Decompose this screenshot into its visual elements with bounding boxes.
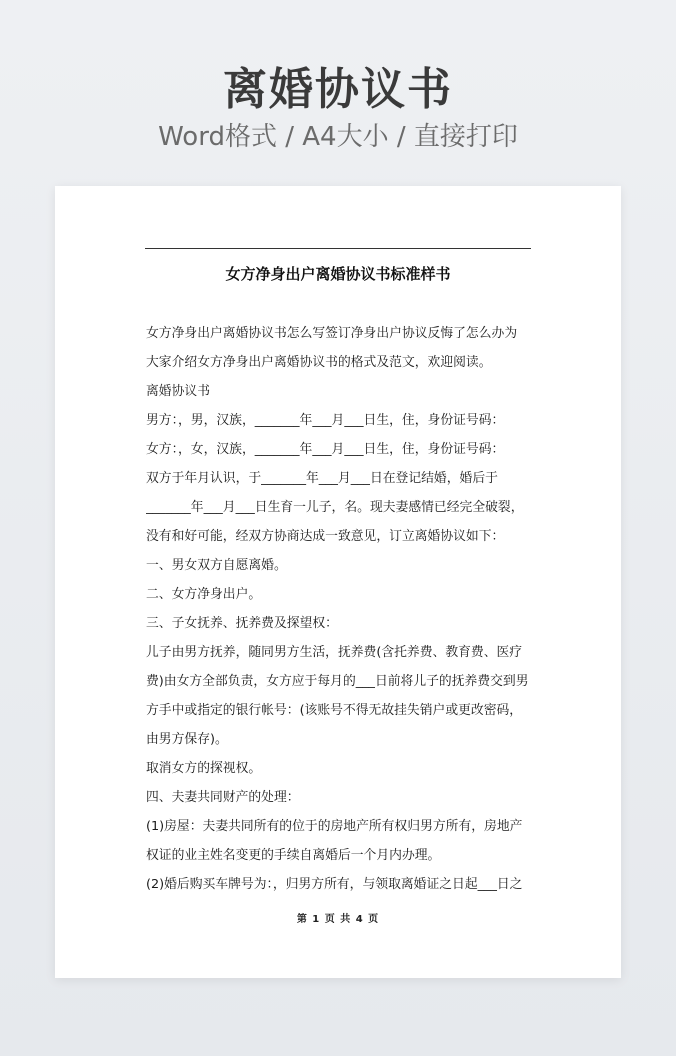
- body-line: 男方：，男，汉族，_______年___月___日生，住，身份证号码：: [146, 413, 505, 428]
- body-line: _______年___月___日生育一儿子，名。现夫妻感情已经完全破裂，: [146, 500, 524, 515]
- body-line: 取消女方的探视权。: [146, 761, 262, 776]
- body-line: 女方净身出户离婚协议书怎么写签订净身出户协议反悔了怎么办为: [146, 326, 518, 341]
- page-number-footer: 第 1 页 共 4 页: [296, 914, 380, 925]
- clause-line: 四、夫妻共同财产的处理：: [146, 790, 300, 805]
- body-line: 双方于年月认识，于_______年___月___日在登记结婚，婚后于: [146, 471, 498, 486]
- document-page: [55, 186, 621, 978]
- banner-subtitle: Word格式 / A4大小 / 直接打印: [158, 122, 518, 152]
- clause-line: 三、子女抚养、抚养费及探望权：: [146, 616, 338, 631]
- document-body: [146, 319, 536, 899]
- body-line: 儿子由男方抚养，随同男方生活，抚养费(含托养费、教育费、医疗: [146, 645, 523, 660]
- body-line: 大家介绍女方净身出户离婚协议书的格式及范文，欢迎阅读。: [146, 355, 492, 370]
- body-line: 女方：，女，汉族，_______年___月___日生，住，身份证号码：: [146, 442, 505, 457]
- body-line: 没有和好可能，经双方协商达成一致意见，订立离婚协议如下：: [146, 529, 505, 544]
- clause-line: 二、女方净身出户。: [146, 587, 262, 602]
- section-heading: 离婚协议书: [146, 384, 210, 399]
- body-line: (1)房屋：夫妻共同所有的位于的房地产所有权归男方所有，房地产: [146, 819, 523, 834]
- body-line: (2)婚后购买车牌号为：，归男方所有，与领取离婚证之日起___日之: [146, 877, 523, 892]
- body-line: 权证的业主姓名变更的手续自离婚后一个月内办理。: [146, 848, 441, 863]
- body-line: 由男方保存)。: [146, 732, 228, 747]
- clause-line: 一、男女双方自愿离婚。: [146, 558, 287, 573]
- document-title: 女方净身出户离婚协议书标准样书: [225, 265, 451, 283]
- banner-title: 离婚协议书: [223, 64, 453, 115]
- header-rule: [145, 248, 531, 249]
- body-line: 费)由女方全部负责，女方应于每月的___日前将儿子的抚养费交到男: [146, 674, 529, 689]
- banner: [0, 0, 676, 186]
- body-line: 方手中或指定的银行帐号：(该账号不得无故挂失销户或更改密码，: [146, 703, 523, 718]
